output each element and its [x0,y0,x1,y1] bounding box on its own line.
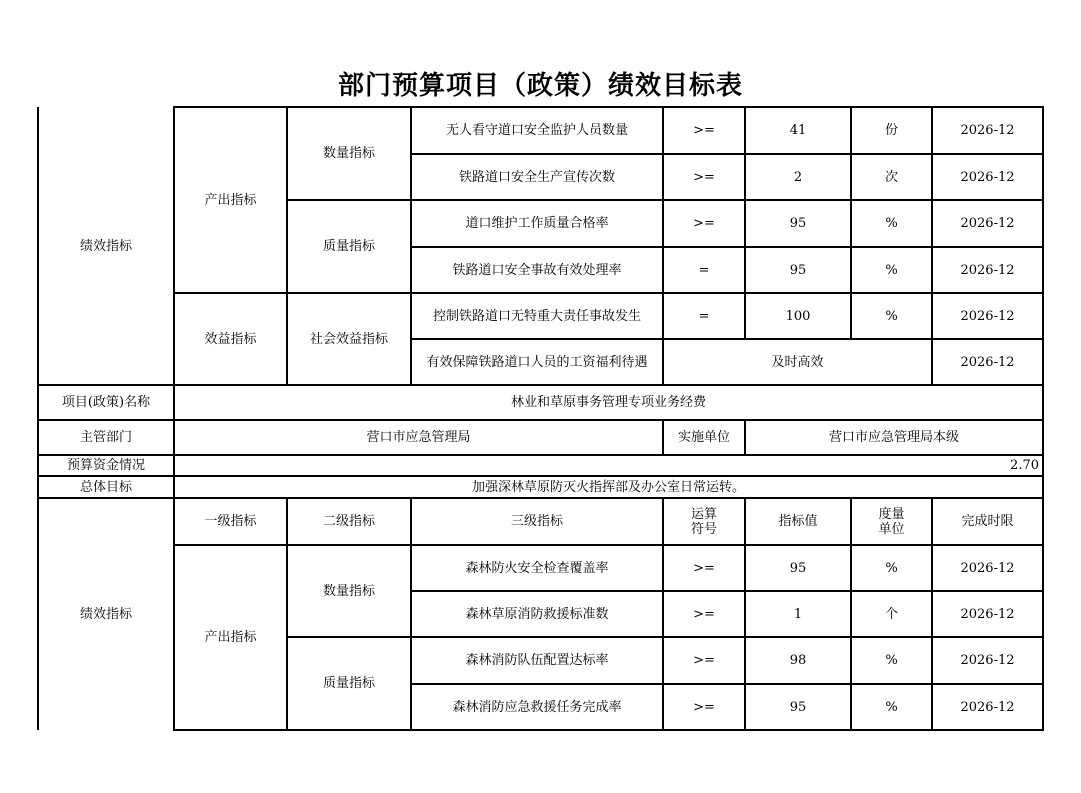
grid-line [410,590,1044,592]
upper-row-deadline: 2026-12 [960,308,1015,324]
upper-row-operator: >= [693,169,715,185]
upper-row-indicator: 无人看守道口安全监护人员数量 [445,123,628,138]
upper-row-indicator: 控制铁路道口无特重大责任事故发生 [432,308,641,324]
upper-row-value: 95 [789,216,807,231]
header-value: 指标值 [778,514,818,529]
upper-quantity-label: 数量指标 [322,146,375,161]
upper-row-operator: >= [693,216,715,231]
lower-row-deadline: 2026-12 [960,560,1015,576]
overall-goal-value: 加强深林草原防灭火指挥部及办公室日常运转。 [471,479,745,495]
grid-line [37,475,1044,477]
upper-row-indicator: 铁路道口安全生产宣传次数 [458,169,615,185]
upper-row-deadline: 2026-12 [960,354,1015,370]
lower-row-unit: 个 [884,606,898,622]
impl-unit-label: 实施单位 [677,430,730,445]
grid-line [410,153,1044,155]
header-unit-line1: 度量 [878,506,905,522]
grid-line [286,636,1044,638]
lower-row-indicator: 森林消防应急救援任务完成率 [452,699,622,715]
grid-line [37,384,1044,386]
lower-row-indicator: 森林草原消防救援标准数 [465,606,609,622]
project-name-label: 项目(政策)名称 [61,395,151,410]
grid-line [410,246,1044,248]
lower-row-indicator: 森林消防队伍配置达标率 [465,653,609,668]
grid-line [37,497,1044,499]
upper-row-unit: 份 [884,123,898,138]
grid-line [410,683,1044,685]
grid-line [173,729,1044,731]
grid-line [173,385,175,498]
upper-row-deadline: 2026-12 [960,123,1015,138]
grid-line [173,106,1044,108]
upper-row-operator: = [698,308,710,324]
lower-row-deadline: 2026-12 [960,606,1015,622]
upper-row-deadline: 2026-12 [960,262,1015,278]
grid-line [662,420,664,455]
dept-label: 主管部门 [79,430,132,445]
lower-row-deadline: 2026-12 [960,699,1015,715]
upper-output-label: 产出指标 [204,192,257,208]
upper-row-unit: % [885,262,898,278]
lower-row-indicator: 森林防火安全检查覆盖率 [465,560,609,576]
page-title: 部门预算项目（政策）绩效目标表 [337,71,743,101]
grid-line [173,498,175,731]
lower-row-unit: % [885,653,898,668]
lower-row-value: 1 [793,606,803,622]
header-level2: 二级指标 [322,514,375,529]
lower-quantity-label: 数量指标 [322,583,375,599]
grid-line [173,544,1044,546]
header-operator [663,498,745,545]
upper-row-operator: = [698,262,710,278]
header-unit [851,498,932,545]
project-name-value: 林业和草原事务管理专项业务经费 [510,395,706,410]
grid-line [286,498,288,731]
grid-line [850,498,852,731]
lower-row-operator: >= [693,653,715,668]
grid-line [744,420,746,455]
grid-line [662,498,664,731]
upper-row-unit: 次 [884,169,898,185]
lower-row-value: 95 [789,560,807,576]
lower-quality-label: 质量指标 [322,676,375,691]
lower-output-label: 产出指标 [204,630,257,645]
grid-line [931,498,933,731]
budget-label: 预算资金情况 [66,458,145,473]
impl-unit-value: 营口市应急管理局本级 [828,430,959,445]
grid-line [173,107,175,385]
grid-line [173,292,1044,294]
lower-row-operator: >= [693,560,715,576]
grid-line [37,454,1044,456]
upper-row-value: 及时高效 [771,354,824,370]
upper-row-value: 100 [785,308,811,324]
overall-goal-label: 总体目标 [79,479,132,495]
upper-row-unit: % [885,308,898,324]
header-unit-line2: 单位 [878,521,905,537]
upper-section-label: 绩效指标 [79,238,132,254]
grid-line [744,107,746,339]
header-deadline: 完成时限 [961,514,1014,529]
header-level3: 三级指标 [510,514,563,529]
upper-row-operator: >= [693,123,715,138]
grid-line [286,199,1044,201]
upper-row-value: 95 [789,262,807,278]
header-level1: 一级指标 [204,514,257,529]
header-operator-line2: 符号 [690,521,717,537]
header-operator-line1: 运算 [690,506,717,522]
lower-section-label: 绩效指标 [79,606,132,622]
upper-quality-label: 质量指标 [322,239,375,254]
dept-value: 营口市应急管理局 [366,430,471,445]
lower-row-operator: >= [693,699,715,715]
lower-row-deadline: 2026-12 [960,653,1015,668]
upper-row-indicator: 道口维护工作质量合格率 [465,216,609,231]
lower-row-unit: % [885,699,898,715]
upper-row-indicator: 有效保障铁路道口人员的工资福利待遇 [426,354,648,370]
grid-line [744,498,746,731]
upper-row-value: 2 [793,169,803,185]
lower-row-value: 95 [789,699,807,715]
grid-line [850,107,852,339]
grid-line [37,419,1044,421]
budget-value: 2.70 [1010,458,1039,473]
grid-line [410,338,1044,340]
upper-row-deadline: 2026-12 [960,169,1015,185]
upper-row-value: 41 [789,123,807,138]
upper-benefit-label: 效益指标 [204,331,257,347]
grid-line [410,498,412,731]
lower-row-unit: % [885,560,898,576]
lower-row-value: 98 [789,653,807,668]
lower-row-operator: >= [693,606,715,622]
upper-social-label: 社会效益指标 [309,331,388,347]
upper-row-deadline: 2026-12 [960,216,1015,231]
upper-row-unit: % [885,216,898,231]
grid-line [286,107,288,385]
upper-row-indicator: 铁路道口安全事故有效处理率 [452,262,622,278]
